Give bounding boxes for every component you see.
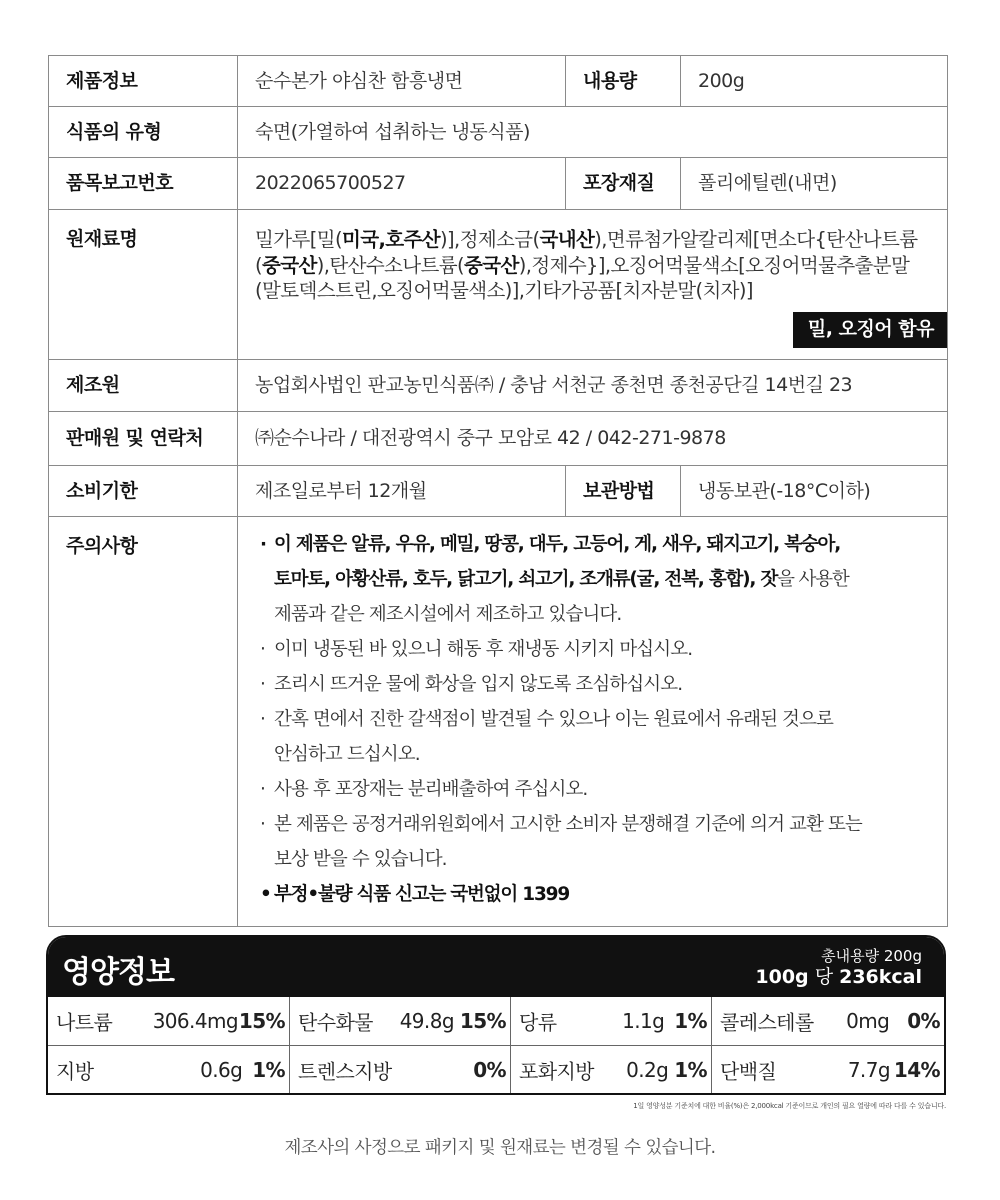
product-name-value: 순수본가 야심찬 함흥냉면 [238,56,566,107]
row-report-no [49,158,948,210]
caution-item-report: • 부정•불량 식품 신고는 국번없이 1399 [260,884,570,905]
expiry-value: 제조일로부터 12개월 [238,466,566,517]
volume-label: 내용량 [566,56,681,107]
storage-label: 보관방법 [566,466,681,517]
food-type-label: 식품의 유형 [49,107,238,158]
packaging-value: 폴리에틸렌(내면) [681,158,948,210]
product-info-table [48,55,948,927]
row-ingredients [49,210,948,360]
caution-item-burn: · 조리시 뜨거운 물에 화상을 입지 않도록 조심하십시오. [260,674,683,695]
caution-item-exchange-cont: 보상 받을 수 있습니다. [274,849,447,870]
nutrition-panel [46,935,946,1095]
report-no-value: 2022065700527 [238,158,566,210]
nutrition-summary [755,947,922,989]
storage-value: 냉동보관(-18°C이하) [681,466,948,517]
nutrition-total: 총내용량 200g [821,947,922,965]
caution-label: 주의사항 [49,517,238,927]
ingredients-text: 밀가루[밀(미국,호주산)],정제소금(국내산),면류첨가알칼리제[면소다{탄산나트륨(중국산),탄산수소나트륨(중국산),정제수}],오징어먹물색소[오징어먹물추출분말(말토덱스트린,오징어먹물색소)],기타가공품[치자분말(치자)] [255,228,918,303]
row-food-type [49,107,948,158]
caution-item-brown-spots-cont: 안심하고 드십시오. [274,744,420,765]
nutrient-protein: 단백질 7.7g 14% [720,1057,940,1083]
ingredients-label: 원재료명 [49,210,238,360]
product-name-label: 제품정보 [49,56,238,107]
caution-item-allergy-cont2: 제품과 같은 제조시설에서 제조하고 있습니다. [274,604,622,625]
row-product-name [49,56,948,107]
nutrient-trans-fat: 트렌스지방 0% [290,1046,511,1093]
row-expiry [49,466,948,517]
volume-value: 200g [681,56,948,107]
nutrition-header [48,937,944,997]
row-caution [49,517,948,927]
caution-item-brown-spots: · 간혹 면에서 진한 갈색점이 발견될 수 있으나 이는 원료에서 유래된 것으로 [260,709,833,730]
nutrient-fat: 지방 0.6g 1% [48,1046,290,1093]
expiry-label: 소비기한 [49,466,238,517]
nutrient-sodium: 나트륨 306.4mg15% [48,997,290,1046]
caution-item-allergy: · 이 제품은 알류, 우유, 메밀, 땅콩, 대두, 고등어, 게, 새우, 돼지고기, 복숭아, [260,534,841,555]
nutrient-sugar: 당류 1.1g 1% [511,997,712,1046]
caution-item-recycle: · 사용 후 포장재는 분리배출하여 주십시오. [260,779,588,800]
report-no-label: 품목보고번호 [49,158,238,210]
nutrition-footnote: 1일 영양성분 기준치에 대한 비율(%)은 2,000kcal 기준이므로 개인의 필요 열량에 따라 다를 수 있습니다. [633,1102,946,1110]
manufacturer-label: 제조원 [49,360,238,412]
row-manufacturer [49,360,948,412]
change-notice: 제조사의 사정으로 패키지 및 원재료는 변경될 수 있습니다. [284,1138,716,1158]
manufacturer-value: 농업회사법인 판교농민식품㈜ / 충남 서천군 종천면 종천공단길 14번길 23 [238,360,948,412]
nutrient-carbohydrate: 탄수화물 49.8g 15% [290,997,511,1046]
seller-value: ㈜순수나라 / 대전광역시 중구 모암로 42 / 042-271-9878 [238,412,948,466]
ingredients-cell [238,210,948,360]
nutrient-cholesterol: 콜레스테롤 0mg 0% [712,997,944,1046]
nutrition-grid [48,997,944,1093]
allergen-badge: 밀, 오징어 함유 [793,312,947,348]
caution-cell [238,517,948,927]
caution-item-refreeze: · 이미 냉동된 바 있으니 해동 후 재냉동 시키지 마십시오. [260,639,693,660]
seller-label: 판매원 및 연락처 [49,412,238,466]
nutrient-saturated-fat: 포화지방 0.2g 1% [511,1046,712,1093]
packaging-label: 포장재질 [566,158,681,210]
nutrition-per-serving: 100g 당 236kcal [755,966,922,988]
nutrition-title: 영양정보 [62,955,174,990]
caution-list [260,527,930,912]
caution-item-allergy-cont: 토마토, 아황산류, 호두, 닭고기, 쇠고기, 조개류(굴, 전복, 홍합), 잣을 사용한 [274,569,849,590]
caution-item-exchange: · 본 제품은 공정거래위원회에서 고시한 소비자 분쟁해결 기준에 의거 교환 또는 [260,814,862,835]
row-seller [49,412,948,466]
food-type-value: 숙면(가열하여 섭취하는 냉동식품) [238,107,948,158]
